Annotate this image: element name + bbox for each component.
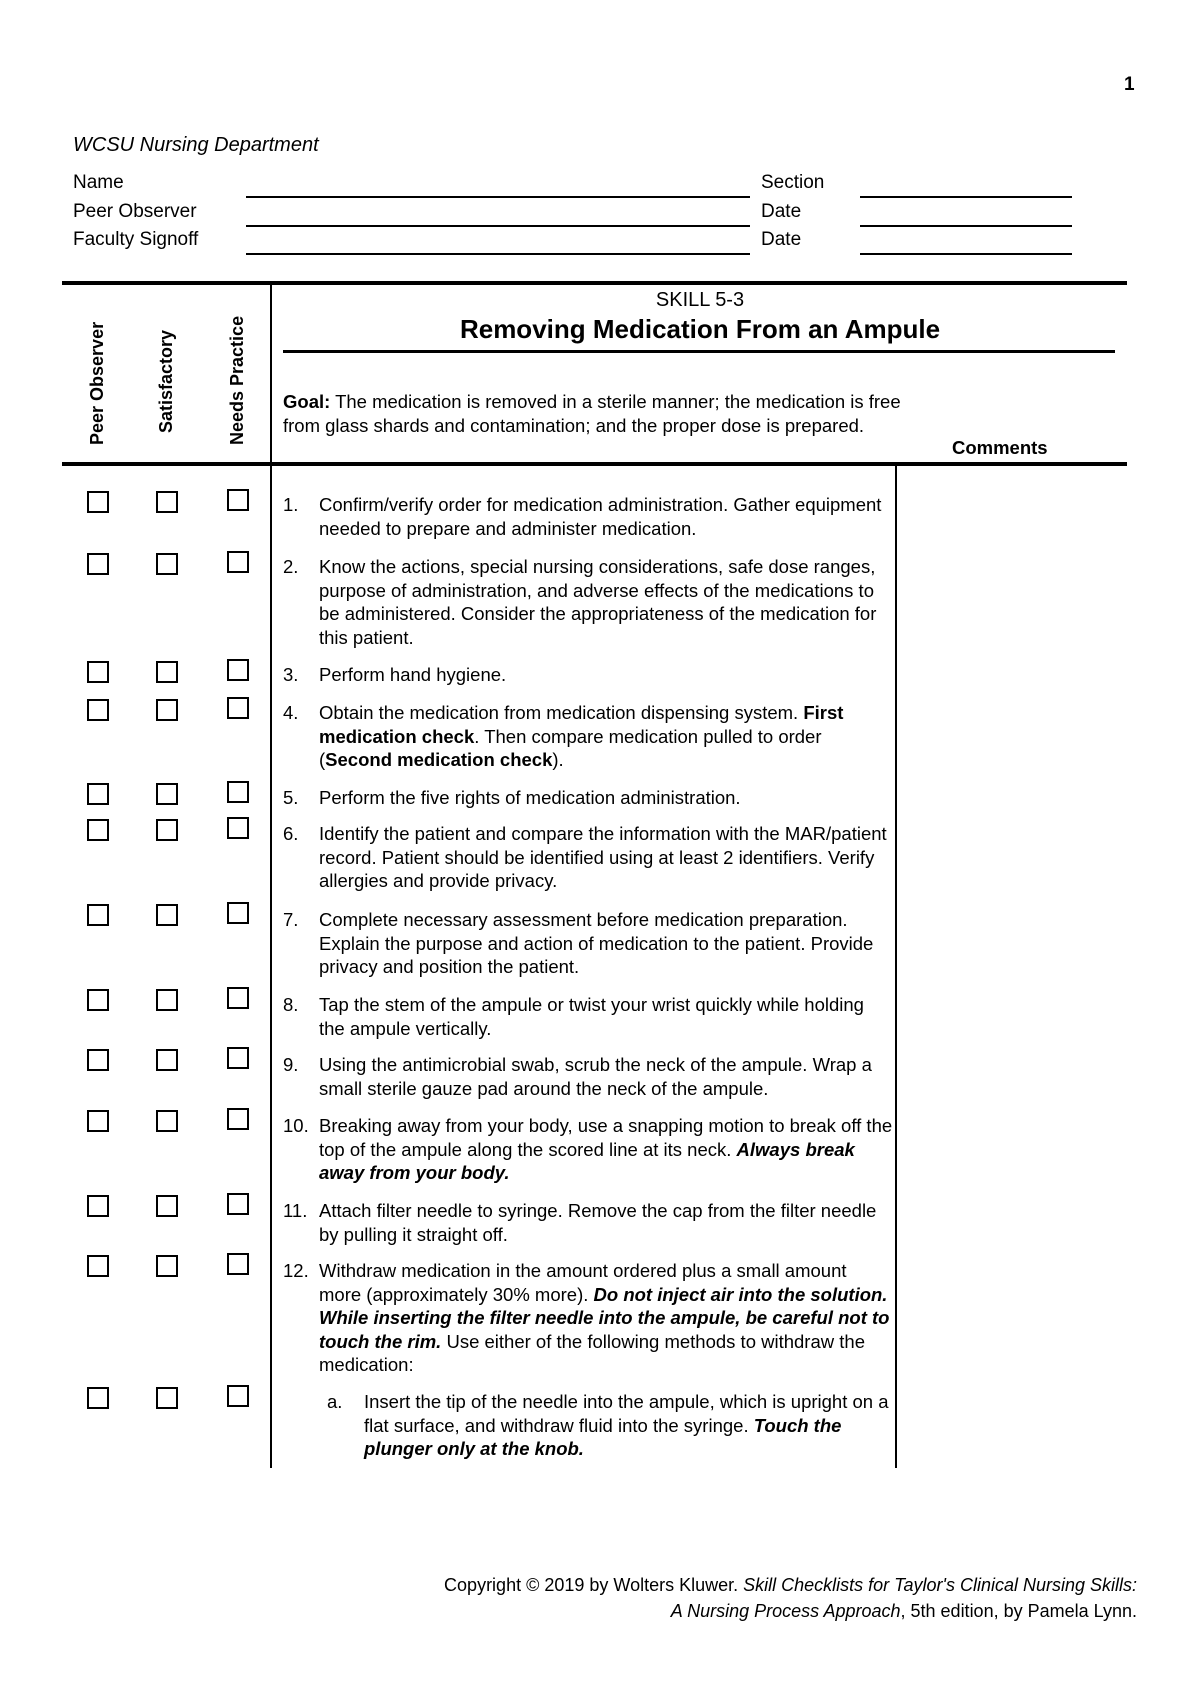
step-text: Breaking away from your body, use a snapping motion to break off the top of the ampule along the scored line at its neck. Always break away from your body. (319, 1115, 893, 1183)
step-3 (283, 663, 893, 687)
step-number: a. (327, 1391, 343, 1412)
peer-observer-checkbox[interactable] (87, 661, 109, 683)
satisfactory-checkbox[interactable] (156, 989, 178, 1011)
step-number: 8. (283, 994, 299, 1015)
step-2 (283, 555, 893, 649)
step-number: 6. (283, 823, 299, 844)
peer-observer-checkbox[interactable] (87, 491, 109, 513)
section-field-line[interactable] (860, 196, 1072, 198)
peer-observer-checkbox[interactable] (87, 699, 109, 721)
step-number: 7. (283, 909, 299, 930)
step-number: 2. (283, 556, 299, 577)
step-text: Identify the patient and compare the information with the MAR/patient record. Patient should be identified using at least 2 identifiers. Verify allergies and provide privacy. (319, 823, 887, 891)
step-text: Obtain the medication from medication dispensing system. First medication check. Then compare medication pulled to order (Second medication check). (319, 702, 844, 770)
date-field-line-2[interactable] (860, 253, 1072, 255)
needs-practice-checkbox[interactable] (227, 489, 249, 511)
skill-title: Removing Medication From an Ampule (459, 314, 941, 344)
needs-practice-checkbox[interactable] (227, 987, 249, 1009)
step-7 (283, 908, 893, 979)
peer-observer-checkbox[interactable] (87, 1195, 109, 1217)
step-text: Confirm/verify order for medication administration. Gather equipment needed to prepare and administer medication. (319, 494, 882, 539)
step-12 (283, 1259, 893, 1377)
table-header-rule (62, 462, 1127, 466)
satisfactory-checkbox[interactable] (156, 1049, 178, 1071)
step-number: 4. (283, 702, 299, 723)
date-field-line-1[interactable] (860, 225, 1072, 227)
column-divider (270, 283, 272, 1468)
satisfactory-checkbox[interactable] (156, 491, 178, 513)
needs-practice-checkbox[interactable] (227, 659, 249, 681)
peer-observer-checkbox[interactable] (87, 904, 109, 926)
goal-text: The medication is removed in a sterile manner; the medication is free from glass shards and contamination; and the proper dose is prepared. (283, 391, 901, 436)
satisfactory-checkbox[interactable] (156, 1255, 178, 1277)
needs-practice-checkbox[interactable] (227, 1193, 249, 1215)
col-peer-observer: Peer Observer (87, 321, 107, 445)
copyright-line-1: Copyright © 2019 by Wolters Kluwer. Skill Checklists for Taylor's Clinical Nursing Skills: (444, 1575, 1137, 1595)
table-top-rule (62, 281, 1127, 285)
skill-number: SKILL 5-3 (655, 289, 745, 311)
copyright-line-2: A Nursing Process Approach, 5th edition, by Pamela Lynn. (670, 1601, 1137, 1621)
step-5 (283, 786, 893, 810)
needs-practice-checkbox[interactable] (227, 1385, 249, 1407)
step-text: Withdraw medication in the amount ordered plus a small amount more (approximately 30% more). Do not inject air into the solution. While inserting the filter needle into the ampule, be careful not to touch the rim. Use either of the following methods to withdraw the medication: (319, 1260, 890, 1375)
peer-observer-checkbox[interactable] (87, 1110, 109, 1132)
step-text: Attach filter needle to syringe. Remove the cap from the filter needle by pulling it straight off. (319, 1200, 877, 1245)
step-10 (283, 1114, 893, 1185)
step-number: 9. (283, 1054, 299, 1075)
step-text: Tap the stem of the ampule or twist your wrist quickly while holding the ampule vertically. (319, 994, 864, 1039)
step-11 (283, 1199, 893, 1246)
peer-observer-checkbox[interactable] (87, 989, 109, 1011)
department-name: WCSU Nursing Department (73, 134, 319, 156)
goal-statement (283, 390, 913, 437)
col-satisfactory: Satisfactory (156, 329, 176, 433)
comments-header: Comments (952, 437, 1048, 458)
step-number: 11. (283, 1200, 308, 1221)
date-label-2: Date (761, 229, 802, 250)
step-number: 10. (283, 1115, 309, 1136)
satisfactory-checkbox[interactable] (156, 1195, 178, 1217)
needs-practice-checkbox[interactable] (227, 1253, 249, 1275)
needs-practice-checkbox[interactable] (227, 1108, 249, 1130)
step-number: 12. (283, 1260, 309, 1281)
needs-practice-checkbox[interactable] (227, 781, 249, 803)
step-text: Using the antimicrobial swab, scrub the neck of the ampule. Wrap a small sterile gauze pad around the neck of the ampule. (319, 1054, 872, 1099)
step-text: Perform hand hygiene. (319, 664, 507, 685)
needs-practice-checkbox[interactable] (227, 697, 249, 719)
name-label: Name (73, 172, 124, 193)
step-text: Insert the tip of the needle into the ampule, which is upright on a flat surface, and withdraw fluid into the syringe. Touch the plunger only at the knob. (364, 1391, 889, 1459)
peer-observer-checkbox[interactable] (87, 1255, 109, 1277)
col-needs-practice: Needs Practice (227, 315, 247, 445)
satisfactory-checkbox[interactable] (156, 783, 178, 805)
faculty-signoff-field-line[interactable] (246, 253, 750, 255)
satisfactory-checkbox[interactable] (156, 1110, 178, 1132)
satisfactory-checkbox[interactable] (156, 904, 178, 926)
comments-divider (895, 466, 897, 1468)
needs-practice-checkbox[interactable] (227, 551, 249, 573)
step-1 (283, 493, 893, 540)
step-number: 1. (283, 494, 299, 515)
satisfactory-checkbox[interactable] (156, 553, 178, 575)
goal-label: Goal: (283, 391, 331, 412)
satisfactory-checkbox[interactable] (156, 819, 178, 841)
step-number: 3. (283, 664, 299, 685)
needs-practice-checkbox[interactable] (227, 902, 249, 924)
step-6 (283, 822, 893, 893)
satisfactory-checkbox[interactable] (156, 661, 178, 683)
needs-practice-checkbox[interactable] (227, 817, 249, 839)
section-label: Section (761, 172, 825, 193)
copyright-notice (444, 1572, 1137, 1624)
peer-observer-checkbox[interactable] (87, 783, 109, 805)
satisfactory-checkbox[interactable] (156, 1387, 178, 1409)
peer-observer-field-line[interactable] (246, 225, 750, 227)
peer-observer-checkbox[interactable] (87, 1387, 109, 1409)
step-text: Know the actions, special nursing considerations, safe dose ranges, purpose of administration, and adverse effects of the medications to be administered. Consider the appropriateness of the medication for this patient. (319, 556, 877, 648)
step-number: 5. (283, 787, 299, 808)
step-8 (283, 993, 893, 1040)
name-field-line[interactable] (246, 196, 750, 198)
title-underline (283, 350, 1115, 353)
peer-observer-checkbox[interactable] (87, 819, 109, 841)
step-text: Perform the five rights of medication administration. (319, 787, 741, 808)
peer-observer-checkbox[interactable] (87, 553, 109, 575)
peer-observer-checkbox[interactable] (87, 1049, 109, 1071)
step-text: Complete necessary assessment before medication preparation. Explain the purpose and action of medication to the patient. Provide privacy and position the patient. (319, 909, 874, 977)
step-4 (283, 701, 893, 772)
peer-observer-label: Peer Observer (73, 201, 197, 222)
needs-practice-checkbox[interactable] (227, 1047, 249, 1069)
step-12a (283, 1390, 893, 1461)
step-9 (283, 1053, 893, 1100)
faculty-signoff-label: Faculty Signoff (73, 229, 199, 250)
date-label-1: Date (761, 201, 802, 222)
satisfactory-checkbox[interactable] (156, 699, 178, 721)
page-number: 1 (1124, 74, 1135, 95)
